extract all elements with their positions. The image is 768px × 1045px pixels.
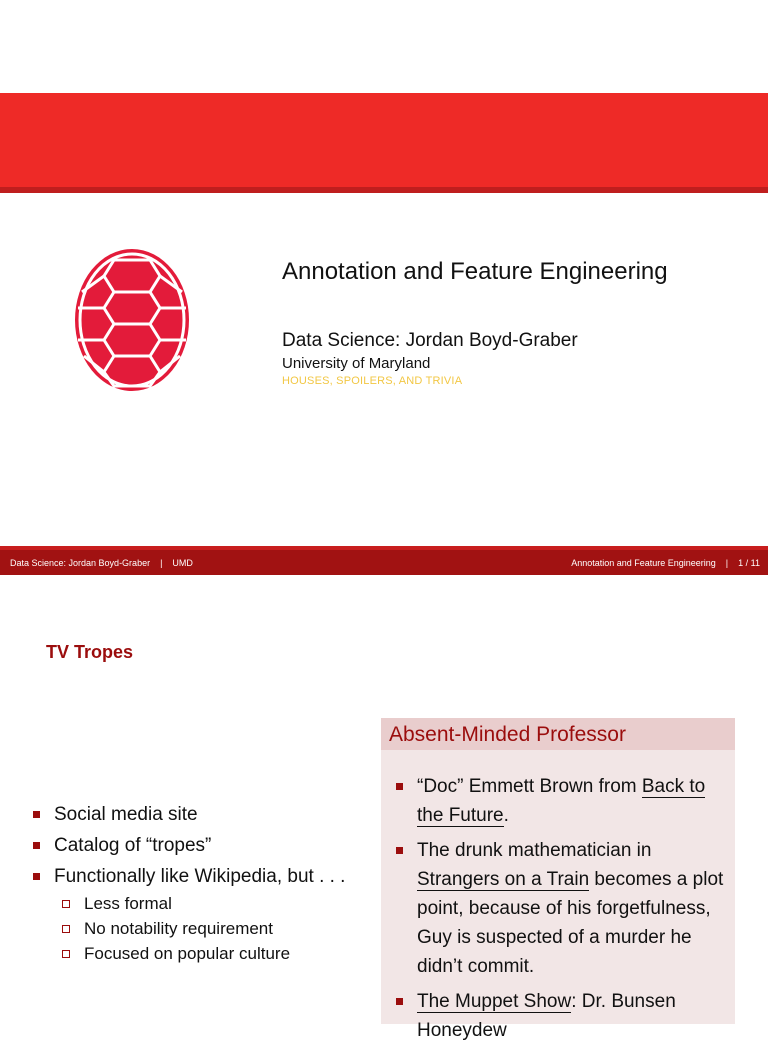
- square-bullet-icon: [33, 873, 40, 880]
- list-item-text: Functionally like Wikipedia, but . . .: [54, 866, 346, 887]
- bullet-list: [32, 804, 345, 973]
- square-bullet-icon: [396, 847, 403, 854]
- sub-list-item-text: Focused on popular culture: [84, 944, 291, 963]
- list-item: [32, 804, 345, 826]
- header-band-rule: [0, 187, 768, 193]
- sub-list-item: [54, 944, 345, 964]
- list-item-text: Social media site: [54, 804, 198, 825]
- footer-left: Data Science: Jordan Boyd-Graber | UMD: [10, 558, 193, 568]
- hollow-square-bullet-icon: [62, 900, 70, 908]
- example-block: [381, 718, 735, 1041]
- sub-list-item: [54, 919, 345, 939]
- square-bullet-icon: [396, 998, 403, 1005]
- sub-list-item: [54, 894, 345, 914]
- block-item-post: : Dr. Bunsen Honeydew: [417, 991, 676, 1041]
- square-bullet-icon: [396, 783, 403, 790]
- block-list-item: [395, 836, 725, 981]
- block-item-pre: The drunk mathematician in: [417, 840, 652, 861]
- presentation-subtitle: HOUSES, SPOILERS, AND TRIVIA: [282, 375, 463, 387]
- sub-list-item-text: Less formal: [84, 894, 172, 913]
- block-list-item: [395, 772, 725, 830]
- block-item-pre: “Doc” Emmett Brown from: [417, 776, 642, 797]
- block-item-post: becomes a plot point, because of his forgetfulness, Guy is suspected of a murder he didn’t commit.: [417, 869, 724, 977]
- list-item: [32, 835, 345, 857]
- content-slide: [0, 576, 768, 1041]
- header-band: [0, 93, 768, 187]
- hollow-square-bullet-icon: [62, 925, 70, 933]
- block-item-link[interactable]: The Muppet Show: [417, 991, 572, 1012]
- list-item: [32, 866, 345, 964]
- square-bullet-icon: [33, 842, 40, 849]
- square-bullet-icon: [33, 811, 40, 818]
- list-item-text: Catalog of “tropes”: [54, 835, 212, 856]
- block-list-item: [395, 987, 725, 1045]
- block-item-link[interactable]: Strangers on a Train: [417, 869, 590, 890]
- slide-footer: [0, 550, 768, 575]
- turtle-shell-icon: [72, 246, 192, 394]
- hollow-square-bullet-icon: [62, 950, 70, 958]
- author-line: Data Science: Jordan Boyd-Graber: [282, 330, 578, 351]
- footer-right: Annotation and Feature Engineering | 1 / 11: [571, 558, 760, 568]
- block-title: Absent-Minded Professor: [381, 718, 735, 750]
- presentation-title: Annotation and Feature Engineering: [282, 258, 668, 285]
- frame-title: TV Tropes: [46, 642, 134, 662]
- block-bullet-list: [381, 750, 735, 1045]
- institution: University of Maryland: [282, 355, 431, 372]
- block-item-link[interactable]: Back to the Future: [417, 776, 706, 826]
- sub-bullet-list: [54, 894, 345, 964]
- sub-list-item-text: No notability requirement: [84, 919, 273, 938]
- block-item-post: .: [503, 805, 509, 826]
